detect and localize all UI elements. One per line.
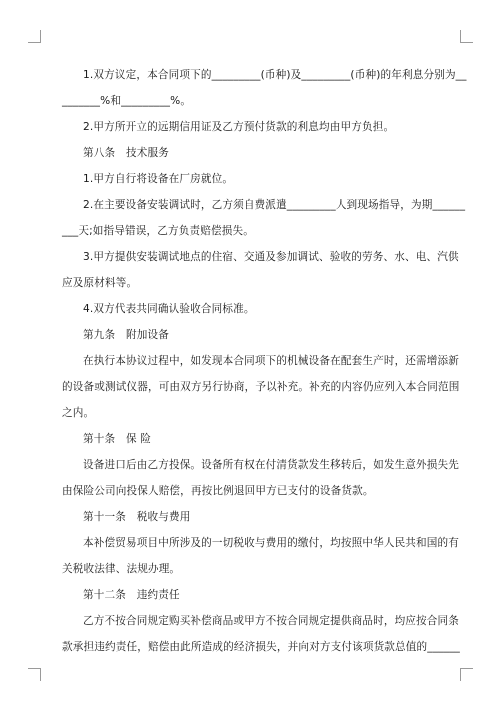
interest-burden-clause: 2.甲方所开立的远期信用证及乙方预付货款的利息均由甲方负担。 [83,121,395,133]
article-8-item-3-line-1: 3.甲方提供安装调试地点的住宿、交通及参加调试、验收的劳务、水、电、汽供 [83,251,459,263]
article-12-body-line-2: 款承担违约责任，赔偿由此所造成的经济损失，并向对方支付该项货款总值的______ [62,641,460,653]
article-11-heading: 第十一条 税收与费用 [83,511,191,523]
article-8-heading: 第八条 技术服务 [83,147,169,159]
article-10-heading: 第十条 保 险 [83,433,151,445]
article-9-heading: 第九条 附加设备 [83,329,169,341]
interest-rate-line-1: 1.双方议定，本合同项下的_________(币种)及_________(币种)的年利息分别为__ [83,69,467,81]
crop-mark-bottom-left [28,668,41,681]
crop-mark-top-left [28,30,41,43]
article-11-body-line-1: 本补偿贸易项目中所涉及的一切税收与费用的缴付，均按照中华人民共和国的有 [83,537,460,549]
crop-mark-top-right [460,30,473,43]
article-11-body-line-2: 关税收法律、法规办理。 [62,563,181,575]
article-8-item-2-line-1: 2.在主要设备安装调试时，乙方须自费派遣_________人到现场指导，为期______ [83,199,466,211]
article-8-item-1: 1.甲方自行将设备在厂房就位。 [83,173,234,185]
article-8-item-3-line-2: 应及原材料等。 [62,277,138,289]
article-10-body-line-2: 由保险公司向投保人赔偿，再按比例退回甲方已支付的设备货款。 [62,485,374,497]
article-12-heading: 第十二条 违约责任 [83,589,180,601]
crop-mark-bottom-right [460,668,473,681]
article-9-body-line-3: 之内。 [62,407,95,419]
article-10-body-line-1: 设备进口后由乙方投保。设备所有权在付清货款发生移转后，如发生意外损失先 [83,459,460,471]
article-8-item-2-line-2: ___天;如指导错误，乙方负责赔偿损失。 [62,225,254,237]
interest-rate-line-2: _______%和_________%。 [62,95,192,107]
article-12-body-line-1: 乙方不按合同规定购买补偿商品或甲方不按合同规定提供商品时，均应按合同条 [83,615,460,627]
article-9-body-line-1: 在执行本协议过程中，如发现本合同项下的机械设备在配套生产时，还需增添新 [83,355,460,367]
article-8-item-4: 4.双方代表共同确认验收合同标准。 [83,303,255,315]
document-body [62,62,467,660]
article-9-body-line-2: 的设备或测试仪器，可由双方另行协商，予以补充。补充的内容仍应列入本合同范围 [62,381,460,393]
